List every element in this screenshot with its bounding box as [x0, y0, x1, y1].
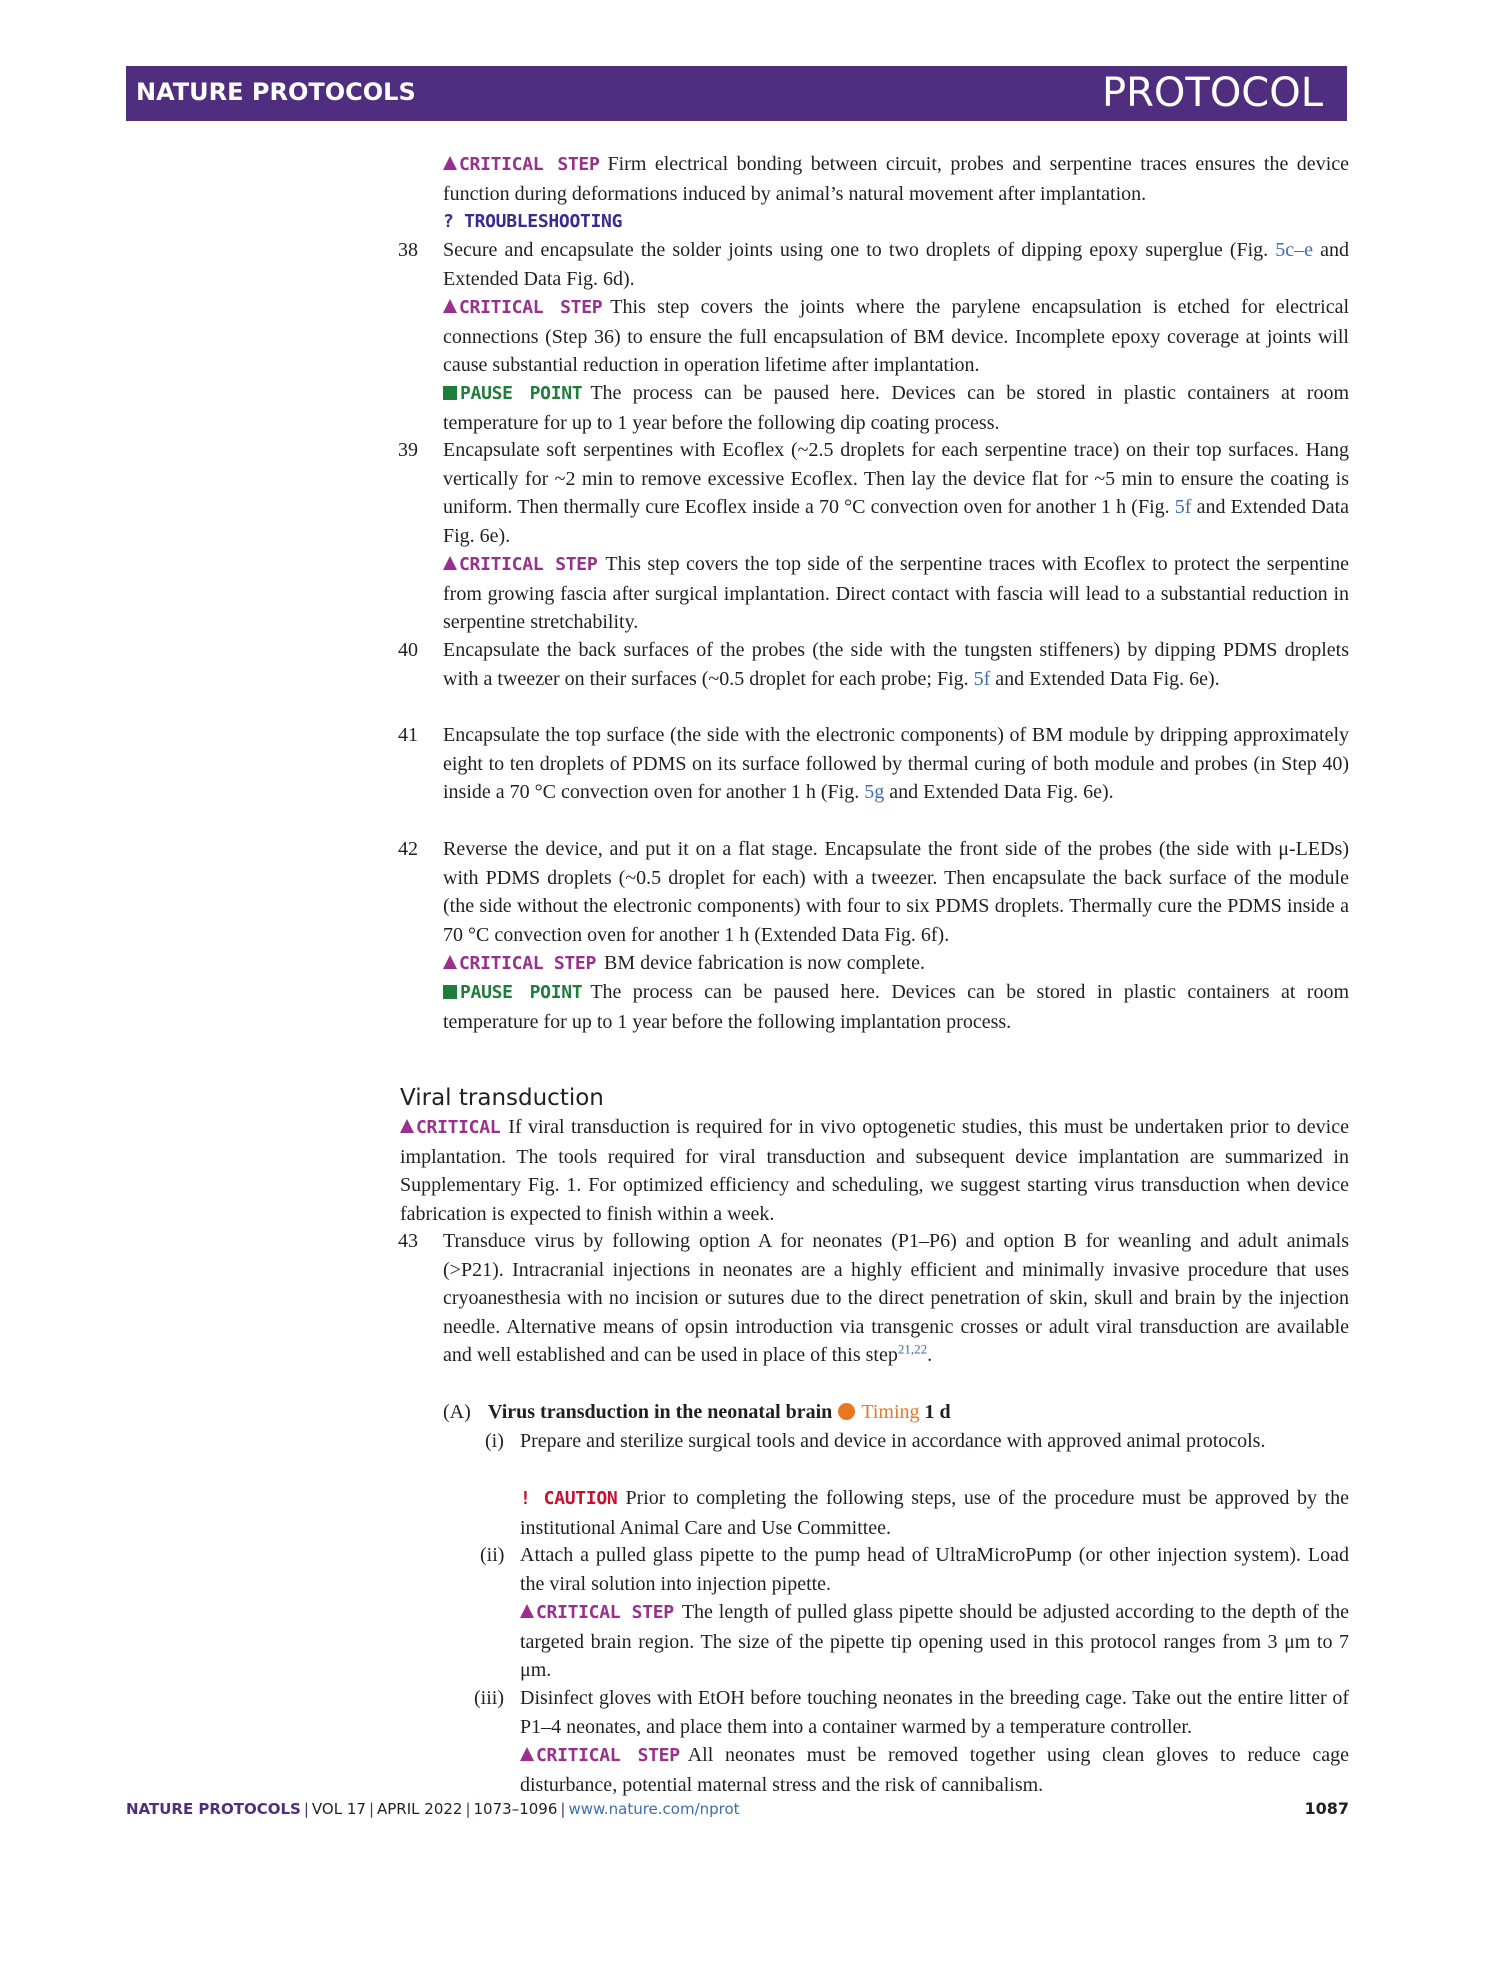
viral-critical: CRITICAL If viral transduction is required for in vivo optogenetic studies, this must be undertaken prior to device implantation. The tools required for viral transduction and subsequent device implantation are summarized in Supplementary Fig. 1. For optimized efficiency and scheduling, we suggest starting virus transduction when device fabrication is expected to finish within a week.: [400, 1116, 1349, 1225]
substep-iii-critical: CRITICAL STEP All neonates must be removed together using clean gloves to reduce cage disturbance, potential maternal stress and the risk of cannibalism.: [520, 1744, 1349, 1796]
step-42-pause: PAUSE POINT The process can be paused here. Devices can be stored in plastic containers at room temperature for up to 1 year before the following implantation process.: [443, 981, 1350, 1033]
triangle-icon: [400, 1119, 414, 1133]
step-38-pause: PAUSE POINT The process can be paused here. Devices can be stored in plastic containers at room temperature for up to 1 year before the following dip coating process.: [443, 382, 1350, 434]
step-40-text: Encapsulate the back surfaces of the probes (the side with the tungsten stiffeners) by dipping PDMS droplets with a tweezer on their surfaces (~0.5 droplet for each probe; Fig. 5f and Extended Data Fig. 6e).: [443, 639, 1349, 690]
step-39-critical: CRITICAL STEP This step covers the top side of the serpentine traces with Ecoflex to protect the serpentine from growing fascia after surgical implantation. Direct contact with fascia will lead to a substantial reduction in serpentine stretchability.: [443, 553, 1349, 633]
square-icon: [443, 386, 457, 400]
reference-link[interactable]: 21,22: [897, 1341, 928, 1357]
step-number-43: 43: [398, 1230, 418, 1252]
square-icon: [443, 985, 457, 999]
timing-dot-icon: [838, 1403, 855, 1420]
page-number: 1087: [1304, 1799, 1349, 1818]
triangle-icon: [443, 955, 457, 969]
substep-ii-label: (ii): [480, 1544, 505, 1566]
running-header: [126, 66, 1347, 121]
step-number-41: 41: [398, 724, 418, 746]
substep-iii-text: Disinfect gloves with EtOH before touching neonates in the breeding cage. Take out the entire litter of P1–4 neonates, and place them into a container warmed by a temperature controller.: [520, 1687, 1349, 1738]
page-footer: NATURE PROTOCOLS | VOL 17 | APRIL 2022 | 1073–1096 | www.nature.com/nprot: [126, 1800, 740, 1818]
step-39-text: Encapsulate soft serpentines with Ecoflex (~2.5 droplets for each serpentine trace) on their top surfaces. Hang vertically for ~2 min to remove excessive Ecoflex. Then lay the device flat for ~5 min to ensure the coating is uniform. Then thermally cure Ecoflex inside a 70 °C convection oven for another 1 h (Fig. 5f and Extended Data Fig. 6e).: [443, 439, 1349, 547]
step-number-38: 38: [398, 239, 418, 261]
substep-i-label: (i): [485, 1430, 504, 1452]
figure-link[interactable]: 5c–e: [1275, 239, 1314, 261]
option-a-label: (A): [443, 1401, 471, 1423]
journal-url-link[interactable]: www.nature.com/nprot: [568, 1800, 740, 1818]
triangle-icon: [520, 1747, 534, 1761]
figure-link[interactable]: 5f: [1174, 496, 1192, 518]
figure-link[interactable]: 5f: [973, 667, 991, 690]
step-number-42: 42: [398, 838, 418, 860]
option-a-title: Virus transduction in the neonatal brain Timing 1 d: [488, 1401, 951, 1423]
step-42-text: Reverse the device, and put it on a flat stage. Encapsulate the front side of the probes (the side with μ-LEDs) with PDMS droplets (~0.5 droplet for each) with a tweezer. Then encapsulate the back surface of the module (the side without the electronic components) with four to six PDMS droplets. Thermally cure the PDMS inside a 70 °C convection oven for another 1 h (Extended Data Fig. 6f).: [443, 838, 1349, 946]
figure-link[interactable]: 5g: [864, 781, 885, 803]
step-38-text: Secure and encapsulate the solder joints using one to two droplets of dipping epoxy superglue (Fig. 5c–e and Extended Data Fig. 6d).: [443, 239, 1350, 290]
substep-ii-text: Attach a pulled glass pipette to the pump head of UltraMicroPump (or other injection system). Load the viral solution into injection pipette.: [520, 1544, 1349, 1595]
troubleshooting-link[interactable]: ? TROUBLESHOOTING: [443, 211, 623, 232]
substep-ii-critical: CRITICAL STEP The length of pulled glass pipette should be adjusted according to the depth of the targeted brain region. The size of the pipette tip opening used in this protocol ranges from 3 μm to 7 μm.: [520, 1601, 1350, 1681]
critical-step-top: CRITICAL STEP Firm electrical bonding between circuit, probes and serpentine traces ensures the device function during deformations induced by animal’s natural movement after implantation.: [443, 153, 1349, 205]
critical-step-label: CRITICAL STEP: [443, 154, 599, 175]
step-43-text: Transduce virus by following option A for neonates (P1–P6) and option B for weanling and adult animals (>P21). Intracranial injections in neonates are a highly efficient and minimally invasive procedure that uses cryoanesthesia with no incision or sutures due to the direct penetration of skin, skull and brain by the injection needle. Alternative means of opsin introduction via transgenic crosses or adult viral transduction are available and well established and can be used in place of this step$^{21,22}$.: [443, 1230, 1349, 1366]
step-42-critical: CRITICAL STEP BM device fabrication is now complete.: [443, 949, 1349, 979]
step-38-critical: CRITICAL STEP This step covers the joints where the parylene encapsulation is etched for electrical connections (Step 36) to ensure the full encapsulation of BM device. Incomplete epoxy coverage at joints will cause substantial reduction in operation lifetime after implantation.: [443, 296, 1350, 376]
triangle-icon: [520, 1604, 534, 1618]
section-heading: Viral transduction: [400, 1085, 604, 1111]
substep-i-caution: ! CAUTION Prior to completing the following steps, use of the procedure must be approved by the institutional Animal Care and Use Committee.: [520, 1487, 1349, 1539]
triangle-icon: [443, 299, 457, 313]
triangle-icon: [443, 556, 457, 570]
step-number-39: 39: [398, 439, 418, 461]
triangle-icon: [443, 156, 457, 170]
step-41-text: Encapsulate the top surface (the side with the electronic components) of BM module by dripping approximately eight to ten droplets of PDMS on its surface followed by thermal curing of both module and probes (in Step 40) inside a 70 °C convection oven for another 1 h (Fig. 5g and Extended Data Fig. 6e).: [443, 724, 1349, 803]
step-number-40: 40: [398, 639, 418, 661]
section-label: PROTOCOL: [1101, 70, 1323, 116]
journal-name: NATURE PROTOCOLS: [136, 78, 416, 106]
substep-i-text: Prepare and sterilize surgical tools and device in accordance with approved animal protocols.: [520, 1430, 1266, 1452]
substep-iii-label: (iii): [474, 1687, 504, 1709]
